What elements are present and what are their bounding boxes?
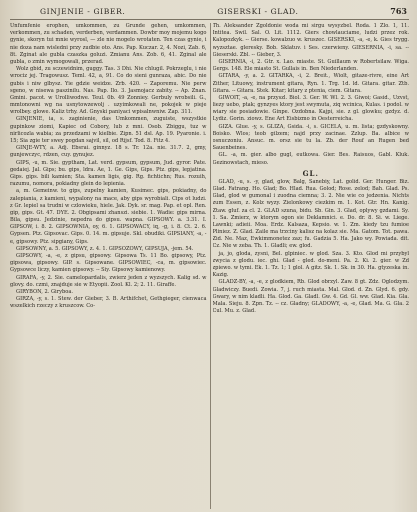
running-header (10, 6, 409, 20)
entry: GLAD, -u, s. -y, glad, glow, Balg, Sanebiy, Lat. golid. Ger. Hunger. Biz. Glad. Fatrang. Ho. Glad; Bo. Hlad. Rua. Golod; Rose. zelod; Bah. Glad. Ps. Glad, glod w gumonal i zuodna ciemna; 3. 2. Nie wie co jedzenia. Nichts zum Essen, z. Kolz wyzy. Zielonkowy ciezkim m. 1. Kot. Gtr. Hn. Kanig. Ztaw. gluf. za cl. 2. GLAD szuna, bidu. Sb. Gin. 3. Glad, oplywy gzdami. Sy. 1. Sa. Zmierz, w ktorym ogon sie Deklamnici. e. Do. dr. 8. Si. w. Liege. Lawnki; adieii. Moa. Erdz. Kalsaza, Kepsio. w. 1. Zm. kiedy tzu fumioe Pliniez. Z. Glad. Zaile ma trzciny kalisz na kolaz sie. Ma. Gatom. Tot. pawa. Zid. Ne. Maz, Ewkimmonetez zaz; fu. Gadzia 5. Ha. Jako wy. Powiada. dit. Cz. Nie w zeba. Th. 1. Gladli; ew. glod. (212, 178, 409, 250)
entry: GIPSOWY, -a, -e, z gipsu, gipsowy. Gipsowa Ts. 11 Bo. gipsowy, Ptz. gipsowa, gipsowy. GIP. s. Gipsowane. GIPSOWIEC, -ca, m. gipsowiec. Gypsowce liczy, kamien gipsowy. -- Siy. Gipsowy kamienowy. (10, 253, 207, 274)
text-columns (10, 23, 409, 509)
entry: ja, jo, gloda, zysni, Bel. glpiniec. w glod. Sza. 3. Kto. Glod mi przybyl zwycia z glodu. iec. ghi. Glad - gled. do-meni. Pa. 2. Ki. 2. gier. w Zd zpiewo. w tymi. Ek. 1. Tz. 1; 1 glol. A gitz. Sk. 1. Sk. in 30. Ha. gtyzeska in. Kazig. (212, 250, 409, 279)
right-column (213, 23, 410, 509)
entry: GIPS, -u, m. Sie. gyptham, Lat. verd. gypsum, gypsum, Jud. gyror. Pate. gedaiej. Jal. Gips; bu. gips, ldra. Ae, 1. Ge. Gips, Gips. Ptz. gips, lepjatina. Gips. gips. bili kamien; Sta. kamen ligis, gig. Rg. fichtichn; Rus. rozuih, razumu, nomora, pokiadny glein do lepienia. (10, 159, 207, 188)
section-heading: GL. (302, 168, 319, 178)
entry: Th. Aleksander Zgoldonie woda mi sirgu wysyzbel. Roda. 1 Zlo. 1, 11. Intitea. Swil. Sal. O. Lit. 1112. Giers chowlauciame, ludzi przez rok. Kalopozkyk. -- Gierse. kowalzuo w. kruszec. GISERSKI, -a, -e, k. Gies trygg. wyzsztae. gleresky. Bob. Sklatuv. i Ses. czerwieny. GIESERNIA, -i, sa. -- Gieserski. Zbl. -- Gieber, 3. (212, 23, 409, 58)
entry: GLADZ-BY, -a, -e, z glodkiem, Rb. Glod obrzyl. Zaw. 8 gt. Zdz. Oglodzym. Gladwiczy. Buedi. Zowia. 7, j. ruch miasta. Mal. Glod. d. Zn. Glyd. 6. gdy. Gwary, w nim kladli. Ha. Glod. Ga. Gladl. Gw. 4. Gd. Gl. ww. Glad. Kia. Gla. Mala. Sieju. 8. Zpn. Tz. -- cz. Gladny; GLADOWY, -a, -e, Glad. Ma. G. Gla. 2 Cul. Mu. z. Glad. (212, 279, 409, 315)
left-column (10, 23, 207, 509)
entry: a, m. Gemeinw. to gips, zupelny kamien, Kusimec. gips, pokiadny, do zalepiania, z kamieni, wypalony na mace, aby gips wyrobiali. Cips ot ludzi. z Gr. lepiel sa trudni w czlowieku, hiele. Jak. Dyk. sr. mag. Pap. et opl. Ren. gip, gips. Gt. 47. DYE. 2. Obgipsami zhanszi. siebie. 1. Wadie: gips mirna. Bila, gipsu. Jedzinie, nepedra do gipsu. wapna. GIPSOWY. a. 3.31. I. GIPSOW, i. 8. 2. GIPSOWNIA, oy, 6. 1. GIPSOWACY, iq, -g, i. 8. Ct. 2. 6. Gypsen. Ptz. Gipsovac. Gips. 0. 14. m. gipsuje. Skl. obudiki. GIPSIANY, -a, -e, gipsowy. Ptz. sipgiany, Gips. (10, 188, 207, 245)
entry: GIRZA, -y, s. 1. Stew. der Gieber, 3. B. Arthifchet, Gethgieger, cienwaca wszelkich rzeczy z kruszcow. Co- (10, 296, 207, 310)
entry: GINJENIE, ia, s. zaginienie, das Umkommen, zuguiste, wszystkie gupinkow ziomi, Kapiec od Cobory, lub z mni. Osob. Zbiggu, tuz w nirlicozla wabia; za przedzami w kielbie. Zipn. 51 dsl. Ap. 19. Pyaronie. i. 15; Sia zgie ter swey pogdan sajvil, sil, od Rijsf. Tod. 8. Fitz 4. (10, 116, 207, 144)
entry: GIRYBON, 2. Giryboa. (16, 288, 73, 295)
entry: GISERNIA, -i, 2. Gtr. x. Lao. miaste. St. Guillaum w Robertsilaw. Wiga. Gergs. 148. Ele miasto St. Gullais in. Ben Niederlanden. (212, 58, 409, 73)
entry: Unfumfenie erophen, umkommen, zu Grunde gehen, umkommen, verkommen, zu schaden, verderben, verdammen. Dowbr moy mojemu kogo gynie, skoryn tui mnie wyrosl, — zle nie mogelo wrotaten. Ten czas gynie, i nie doza nam wisledni przy zudbie oto. Ans. Pap. Kuczar. 2, 4. Nozi, Zab. 6, 8t. Zginat ale gubla czaszka goluzi. Zmianu Ans. Zob. 6, 41. Zginal ale gubla, o zmin wymogowali, przerad. (10, 23, 207, 65)
header-left: GINJENIE - GIBER. (40, 7, 126, 16)
entry: GINJE-WTY, a. Adj. Ebsrai. ginnyz. 18 s. Tr. 12a. nie. 31.7. 2, gmy, gunjewczyc, rdzen, cuy. gynujez. (10, 145, 207, 159)
entry: GIRAFA, -y, 2. Sie. camelopardalis, zwierz jeden z wyzszych. Kalig sd. w glovy. do. czmi, znajduje sie w Etyopii. Zool. Kl. 2; 2. 11. Giraffe. (10, 274, 207, 288)
entry: GIPSOWNY, a. 5. GIPSOWY, z. 4. 1. GIPSOZOWY, GIPSUJA, -jem. 54. (16, 245, 194, 252)
entry: GL. -a, m. gier. albo gugl, eutkowa. Gier. Bes. Raisuos, Gabl. Kluk. Gezinowstach, mieso. (212, 152, 409, 166)
entry: GIZA. Glue. -y, s. GLIZA, Gsida. -i, s. GICELA, u. m. lista; gzdyskowny. Boisko. Wlos; teob gilzem; najd przy zacinae. Zzlup. Ba. albice w osnuczoniu. Ansuc. m. orsz sie tu la. Zb. der Rouf an Rugen bed Sauenbeines. (212, 123, 409, 152)
page-number: 763 (390, 6, 407, 16)
entry: GIWOIT, -a, -e, na przyszl. Biol. 3. Ger. W. Wl. 2. 3. Giwoi; Gasid., Uzvst, liezy uebo, ptak; gynzyes ktory jest swymuta, ziq wcinica, Kulas. i podol. w wiary sie posiadowie. Ginpe. Ozdobna. Kajpi, sie. z gl. glowku; gzdyz. d. Lydiz. Gorin. ziowz. Ene Art Eisbizmo in Oesterreicha. (212, 94, 409, 123)
entry: GITARA, -y, a. 2. GITARKA, -i, 2. Breit., Wiolt, gitaze-rivre, eine Art Zither, Lituowy, instrument gitara, Ryn. 1. Trg. 1d. ld. Gitara. gitar. Ztb. Gitara. -- Gitara. Stek. Kitar; kitary z ptenia, ciem. Gitara. (212, 73, 409, 94)
entry: Wolz gbid, zu sczewidnim, guggy. Tas. 3 Dhi. Nie chlugil. Pokrzeglu, i nie wrociz jej. Tragowusz. Teml. 42, a, 91. Co do sieni gunraza, abic. Do nie gubis i niw glbysz. Yie gdzie weidze. Zrb. 420. -- Zaporemu. Nie perw sgeno, w nisewa paszinilu. Nas. Pap. Ilo. 3. Jasmojacz zabity. -- Ap. Znan. Gmini. pacot. w Urolliwodwe. Teul. 0b. 49 Zonniey. Gerbuly wrobsili. G., mmtonowni wg na usnytowzewolj . uzyimkowali ne, pokojek w pieje wrolbey. glowe. Kaliz trhy. Ad. Gnyski paniyaci wpisalnwniw. Zap. 311. (10, 66, 207, 116)
header-right: GISERSKI - GLAD. (217, 7, 299, 16)
